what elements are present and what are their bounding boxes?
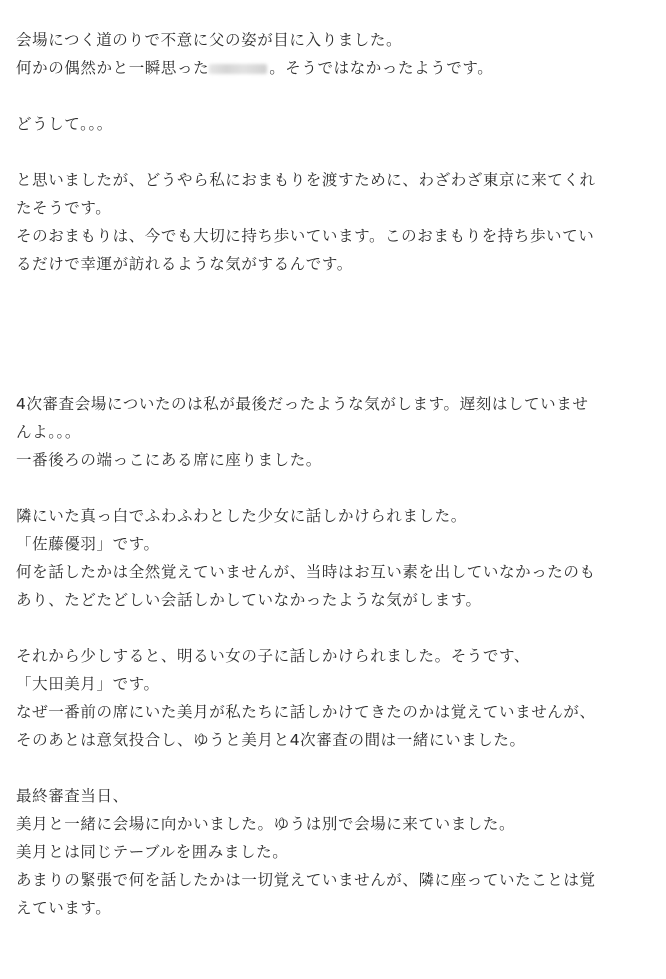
text-line: 4次審査会場についたのは私が最後だったような気がします。遅刻はしていませ — [16, 395, 589, 413]
paragraph — [16, 110, 638, 138]
text-line: それから少しすると、明るい女の子に話しかけられました。そうです、 — [16, 647, 530, 665]
article-body — [16, 26, 638, 922]
text-line: どうして。。。 — [16, 115, 113, 133]
text-line: そのあとは意気投合し、ゆうと美月と4次審査の間は一緒にいました。 — [16, 731, 526, 749]
text-line: んよ。。。 — [16, 423, 82, 441]
paragraph — [16, 642, 638, 754]
blank-line — [16, 82, 638, 110]
text-line: 「佐藤優羽」です。 — [16, 535, 160, 553]
blank-line — [16, 138, 638, 166]
paragraph — [16, 166, 638, 278]
blurred-redaction — [209, 64, 267, 74]
blank-line — [16, 474, 638, 502]
text-line — [16, 54, 638, 82]
paragraph — [16, 502, 638, 614]
text-line: 何を話したかは全然覚えていませんが、当時はお互い素を出していなかったのも — [16, 563, 596, 581]
paragraph — [16, 390, 638, 474]
text-fragment: 何かの偶然かと一瞬思った — [16, 59, 210, 77]
blank-line — [16, 754, 638, 782]
text-line: 隣にいた真っ白でふわふわとした少女に話しかけられました。 — [16, 507, 467, 525]
section-spacer — [16, 278, 638, 390]
text-line: 会場につく道のりで不意に父の姿が目に入りました。 — [16, 31, 403, 49]
text-line: あまりの緊張で何を話したかは一切覚えていませんが、隣に座っていたことは覚 — [16, 871, 596, 889]
text-line: あり、たどたどしい会話しかしていなかったような気がします。 — [16, 591, 482, 609]
text-line: 最終審査当日、 — [16, 787, 129, 805]
text-line: 一番後ろの端っこにある席に座りました。 — [16, 451, 322, 469]
paragraph — [16, 782, 638, 922]
text-line: なぜ一番前の席にいた美月が私たちに話しかけてきたのかは覚えていませんが、 — [16, 703, 596, 721]
text-line: たそうです。 — [16, 199, 112, 217]
text-line: 美月とは同じテーブルを囲みました。 — [16, 843, 289, 861]
blank-line — [16, 614, 638, 642]
paragraph — [16, 26, 638, 82]
text-line: 美月と一緒に会場に向かいました。ゆうは別で会場に来ていました。 — [16, 815, 516, 833]
text-line: るだけで幸運が訪れるような気がするんです。 — [16, 255, 353, 273]
text-line: そのおまもりは、今でも大切に持ち歩いています。このおまもりを持ち歩いてい — [16, 227, 595, 245]
text-line: 「大田美月」です。 — [16, 675, 160, 693]
text-fragment: 。そうではなかったようです。 — [269, 59, 494, 77]
text-line: えています。 — [16, 899, 112, 917]
text-line: と思いましたが、どうやら私におまもりを渡すために、わざわざ東京に来てくれ — [16, 171, 596, 189]
